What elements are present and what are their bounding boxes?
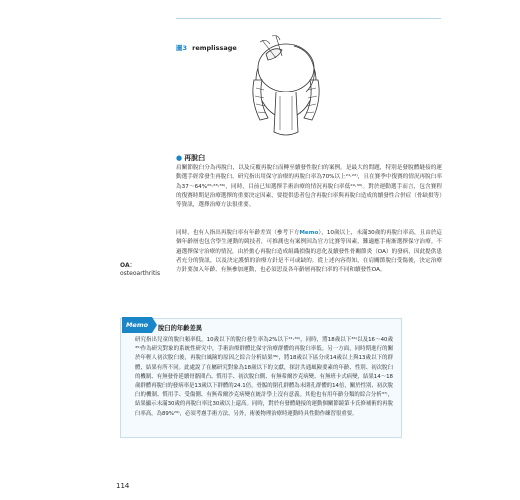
memo-text: 研究指出兒童的脫臼頻率低，10歲以下的脫臼發生率為2%以下²¹˒³⁴⁾，同時，將18歲以下³⁴⁾以及16～40歲³⁵⁾作為研究對象的系統性研究中，手術治療群體比保守治療群體的再脫臼率低。另一方面，同時期進行的關於年輕人初次脫臼後，再脫臼風險的原因之綜合分析結果³⁶⁾，將18歲以下區分成14歲以上與13歲以下的群體，結果有所不同。此處說了在屬研究對象為18歲以下的文獻，探討共通風險要素的年齡、性別、初次脫臼的機制、有無發骨延續骨骼間凸、慣用手、初次脫臼側、有無希爾沙克病變、有無班卡式病變，結果14～18歲群體再脫臼的發病率是13歲以下群體的24.1倍，骨骺的閉孔群體為未閉孔群體的14倍，關於性別、初次脫臼的機制、慣用手、受傷側、有無希爾沙克病變在統計學上沒有意義。其他也有用年齡分類的綜合分析³⁷⁾，結果顯示未滿30歲的再脫臼率比30歲以上還高。同時，對於有發體縫接的運動個關節鏡第卡氏修補術的再脫臼率高，為89%²⁶⁾，必須考慮手術方法，另外，術後物理治療時運動時具性動作練習很重要。: [135, 337, 393, 417]
paragraph-1: 肩關節脫臼分為再脫臼，以及反覆再脫臼而轉至續發性脫臼的案例。是最大的問題，特別是發脫體縫接的運動選手經常發生再脫臼。研究指出用保守治療的再脫臼率為70%以上²¹˒²²⁾，且在賽季中復賽的情況再脫臼率為37～64%²⁶˒²⁸˒³⁶⁾，同時，目前已知選擇手術治療的情況再脫臼率低²⁹˒³⁰⁾。對於運動選手而言，包含賽程的復賽時期是治療選擇的重要決定因素，要提供患者包含再脫臼率與再脫臼造成的續發性合併症（骨缺損等）等資訊，選擇治療方法很重要。: [176, 165, 442, 209]
section-heading: [176, 153, 205, 163]
memo-title: 脫臼的年齡差異: [158, 325, 203, 332]
bullet-icon: ●: [176, 154, 183, 162]
shoulder-illustration: [236, 32, 336, 144]
side-note-term: OA：: [120, 262, 136, 269]
page-number: 114: [116, 482, 130, 490]
figure-caption: [176, 43, 237, 52]
side-note: [120, 262, 160, 278]
header-rule: [176, 18, 441, 19]
memo-reference: Memo: [299, 230, 319, 236]
figure-number: 圖3: [176, 44, 188, 52]
memo-tag: Memo: [122, 317, 152, 333]
figure-title: remplissage: [192, 44, 237, 52]
section-title: 再脫臼: [184, 154, 206, 162]
side-note-definition: osteoarthritis: [120, 270, 161, 277]
paragraph-2: 同時，也有人指出再脫臼率有年齡差異（參考下方Memo），10歲以上，未滿30歲的再脫臼率高，且由於這個年齡層也包含學生運動的競技者，可推測也有案例因為官方比賽等因素，難適應手術渐選擇保守治療。不過選擇保守治療的情況，由於擔心再脫臼造成組織損傷的惡化及續發性骨關節炎（OA）的發病，因此提供患者充分的資訊，以及決定護慎的治療方針是不可或缺的。從上述內容得知，在肩關節脫臼受傷後，決定治療方針要加入年齡、有無參加運動，也必須思及各年齡層再脫臼率的不同和續發性OA。: [176, 230, 442, 274]
